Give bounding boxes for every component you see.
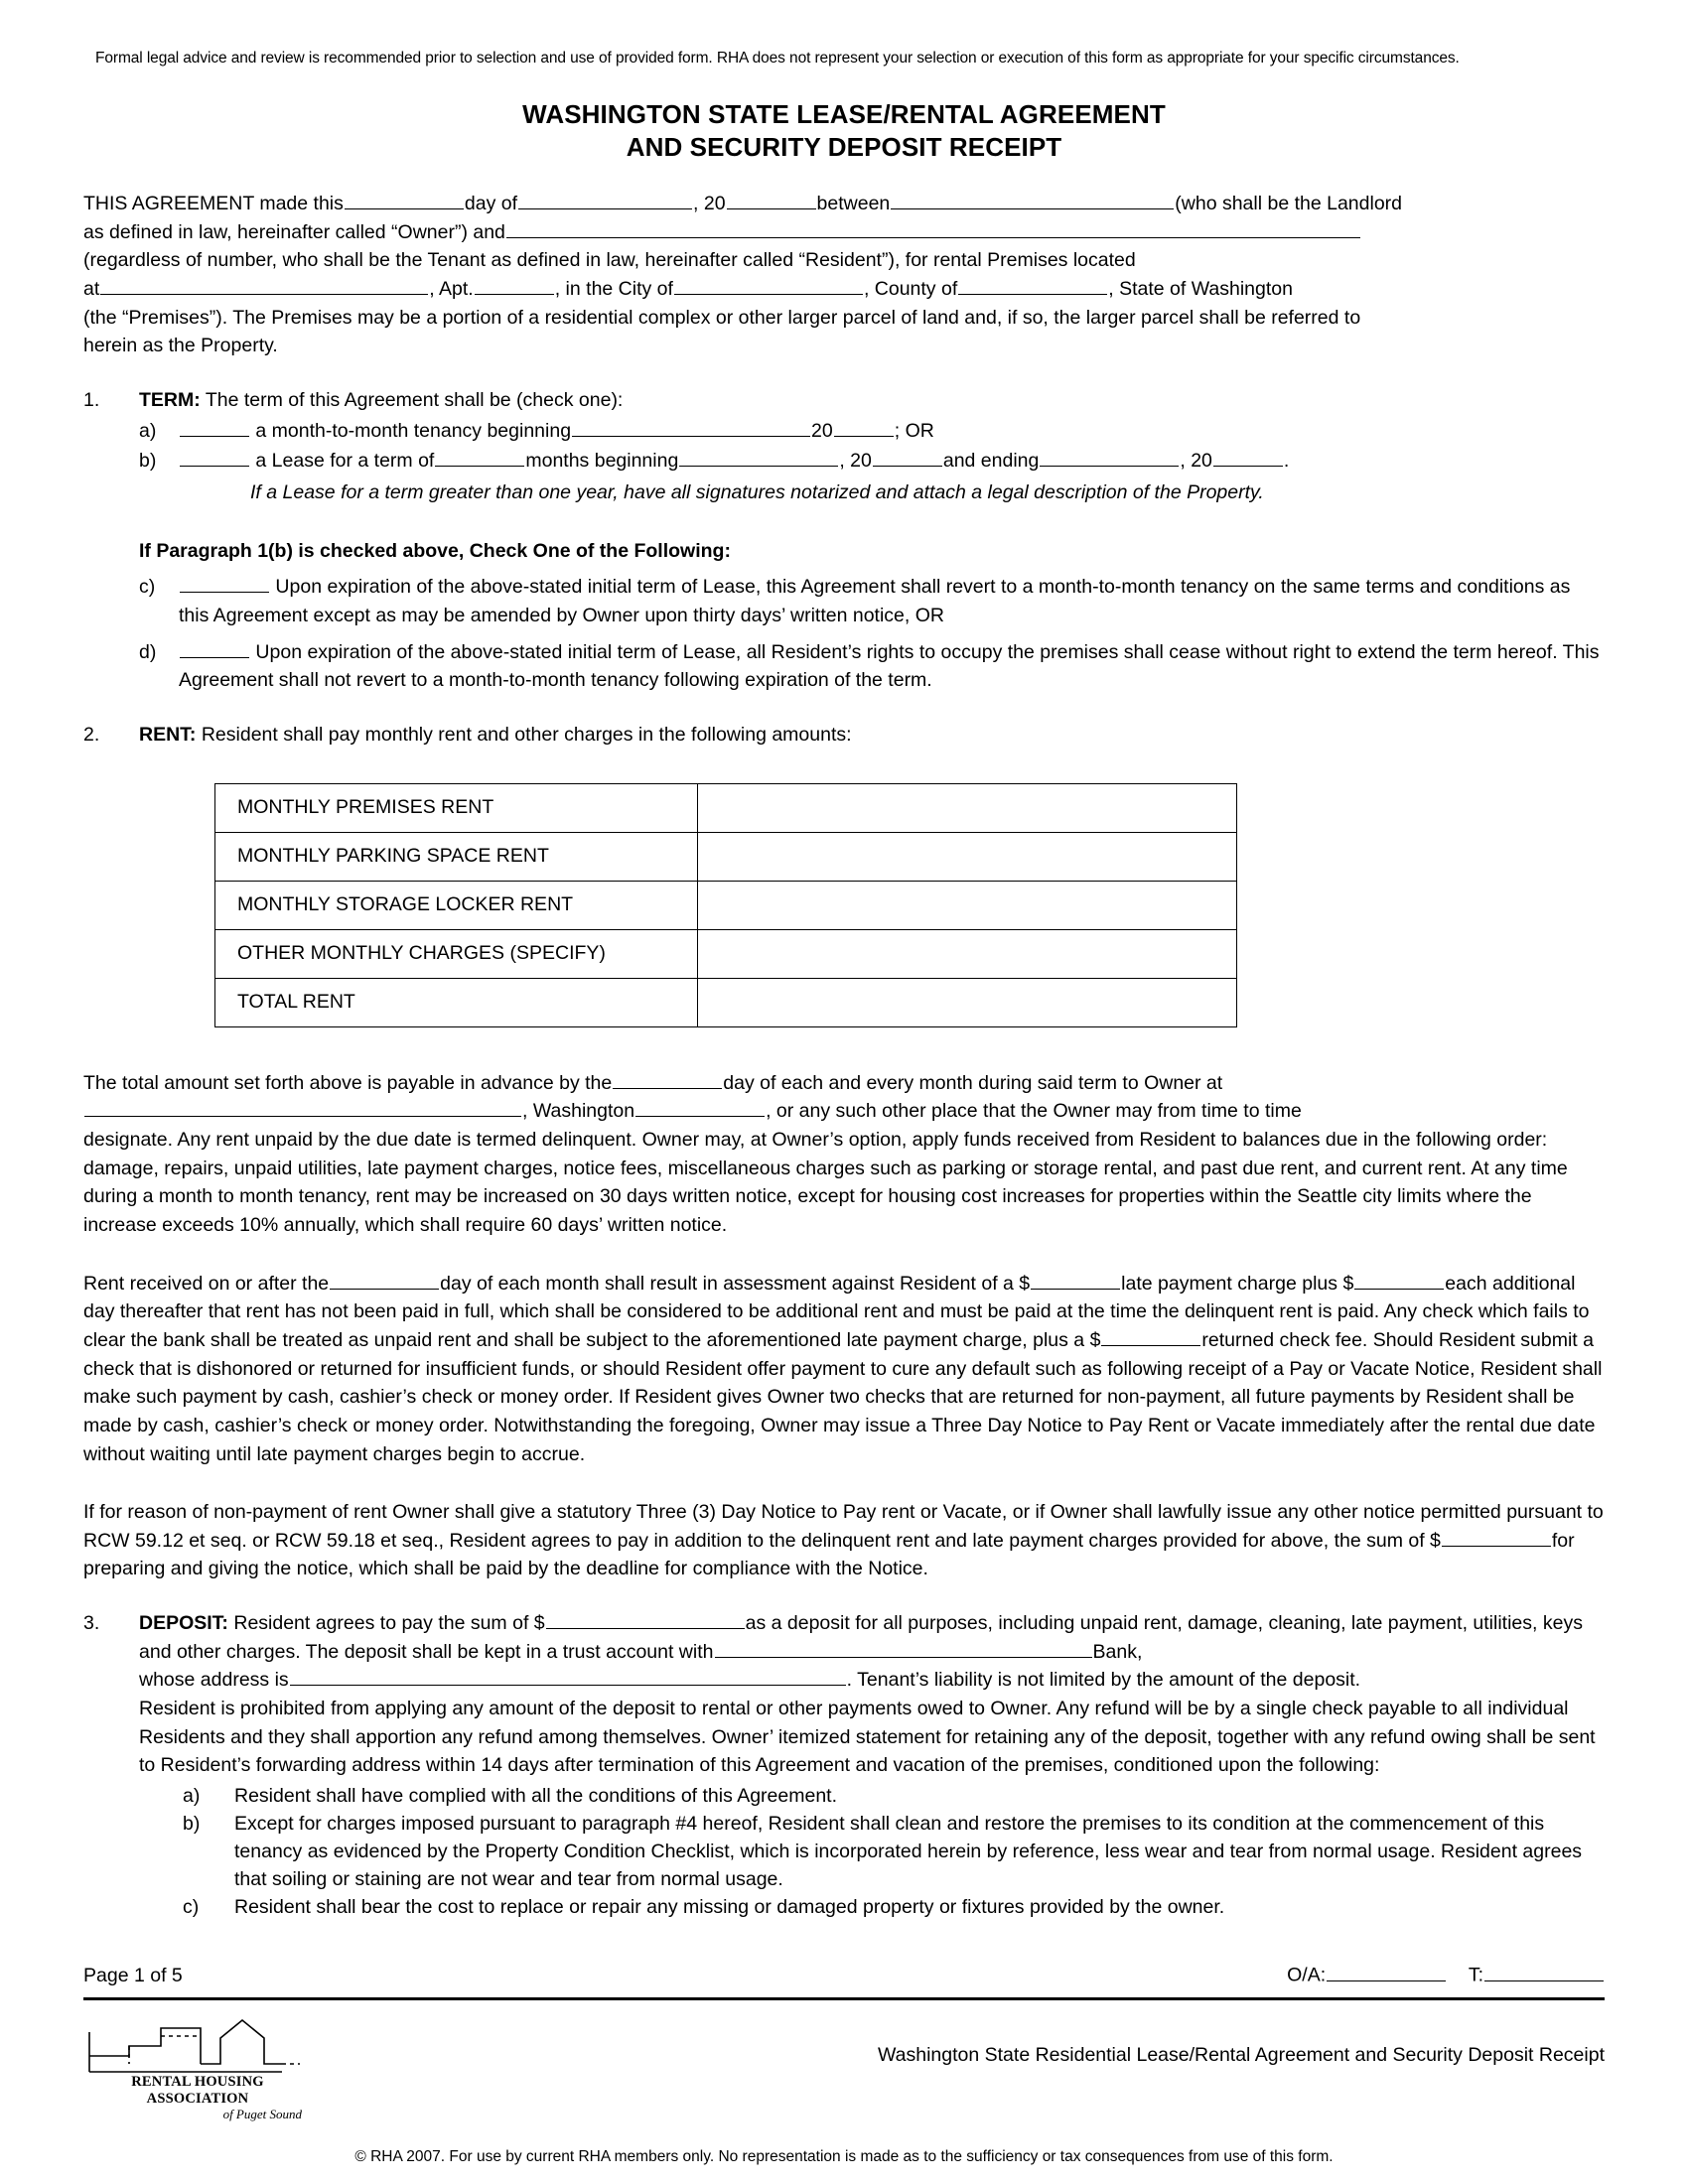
section-rent-number: 2.	[83, 723, 100, 746]
section-deposit-label: DEPOSIT:	[139, 1612, 228, 1635]
blank-resident[interactable]	[506, 218, 1360, 238]
blank-daily-late-fee[interactable]	[1354, 1270, 1444, 1290]
checkbox-blank-a[interactable]	[180, 417, 249, 437]
blank-t[interactable]	[1484, 1962, 1604, 1981]
rent-row-amount[interactable]	[698, 832, 1237, 881]
blank-payment-zip[interactable]	[635, 1098, 765, 1118]
rent-payment-line-2: , Washington , or any such other place that the Owner may from time to time	[83, 1097, 1605, 1126]
blank-deposit-amount[interactable]	[546, 1610, 745, 1630]
deposit-item-c-text: Resident shall bear the cost to replace or repair any missing or damaged property or fixtures provided by the owner.	[234, 1896, 1225, 1919]
blank-year[interactable]	[727, 191, 816, 210]
term-option-d[interactable]	[139, 638, 1605, 695]
late-payment-paragraph: Rent received on or after the day of each month shall result in assessment against Resident of a $ late payment charge plus $ each additional day thereafter that rent has not been paid in full, which shall be considered to be additional rent and must be paid at the time the delinquent rent is paid. Any check which fails to clear the bank shall be treated as unpaid rent and shall be subject to the aforementioned late payment charge, plus a $ returned check fee. Should Resident submit a check that is dishonored or returned for insufficient funds, or should Resident offer payment to cure any default such as following receipt of a Pay or Vacate Notice, Resident shall make such payment by cash, cashier’s check or money order. If Resident gives Owner two checks that are returned for non-payment, all future payments by Resident shall be made by cash, cashier’s check or money order. Notwithstanding the foregoing, Owner may issue a Three Day Notice to Pay Rent or Vacate immediately after the rental due date without waiting until late payment charges begin to accrue.	[83, 1270, 1605, 1469]
blank-mtm-begin-year[interactable]	[834, 417, 894, 437]
table-row	[215, 881, 1237, 929]
footer-copyright: © RHA 2007. For use by current RHA members only. No representation is made as to the sufficiency or tax consequences from use of this form.	[354, 2148, 1334, 2165]
blank-late-fee[interactable]	[1031, 1270, 1120, 1290]
term-option-d-text: Upon expiration of the above-stated initial term of Lease, all Resident’s rights to occupy the premises shall cease without right to extend the term hereof. This Agreement shall not revert to a month-to-month tenancy following expiration of the term.	[179, 638, 1605, 695]
section-deposit-number: 3.	[83, 1612, 100, 1635]
rent-row-label: MONTHLY PREMISES RENT	[215, 783, 698, 832]
t-label: T:	[1468, 1965, 1483, 1986]
table-row	[215, 832, 1237, 881]
deposit-item-a	[139, 1782, 1605, 1810]
section-deposit	[83, 1609, 1605, 1921]
footer-page-row	[83, 1962, 1605, 1997]
section-rent-label: RENT:	[139, 723, 197, 746]
term-option-a-text: a month-to-month tenancy beginning 20 ; OR	[179, 417, 1605, 446]
blank-lease-months[interactable]	[435, 448, 524, 468]
term-option-c-label: c)	[139, 576, 156, 599]
section-term	[83, 386, 1605, 695]
term-option-b-label: b)	[139, 450, 157, 473]
blank-city[interactable]	[674, 276, 863, 296]
rent-row-label: MONTHLY STORAGE LOCKER RENT	[215, 881, 698, 929]
term-option-b[interactable]	[139, 447, 1605, 476]
intro-line-6: herein as the Property.	[83, 335, 278, 357]
rent-row-label: OTHER MONTHLY CHARGES (SPECIFY)	[215, 929, 698, 978]
blank-lease-begin-year[interactable]	[873, 448, 942, 468]
term-option-c[interactable]	[139, 573, 1605, 629]
section-term-number: 1.	[83, 389, 100, 412]
blank-lease-begin[interactable]	[679, 448, 838, 468]
deposit-item-a-text: Resident shall have complied with all the conditions of this Agreement.	[234, 1785, 838, 1808]
rha-logo	[83, 2014, 312, 2122]
blank-county[interactable]	[958, 276, 1107, 296]
rent-table	[214, 783, 1237, 1027]
checkbox-blank-b[interactable]	[180, 448, 249, 468]
title-line-2: AND SECURITY DEPOSIT RECEIPT	[626, 131, 1062, 162]
rha-logo-name: RENTAL HOUSING ASSOCIATION	[131, 2074, 264, 2107]
term-option-b-text: a Lease for a term of months beginning , 20 and ending , 20 .	[179, 447, 1605, 476]
title-line-1: WASHINGTON STATE LEASE/RENTAL AGREEMENT	[522, 98, 1166, 129]
blank-month[interactable]	[518, 191, 692, 210]
intro-line-1: THIS AGREEMENT made this day of , 20 between (who shall be the Landlord	[83, 190, 1605, 218]
rent-row-label: MONTHLY PARKING SPACE RENT	[215, 832, 698, 881]
footer-main	[83, 2014, 1605, 2122]
blank-nsf-fee[interactable]	[1101, 1326, 1200, 1346]
rent-row-amount[interactable]	[698, 929, 1237, 978]
deposit-item-b	[139, 1810, 1605, 1893]
blank-notice-fee[interactable]	[1442, 1527, 1551, 1547]
table-row	[215, 783, 1237, 832]
blank-lease-end[interactable]	[1040, 448, 1179, 468]
deposit-address-line: whose address is . Tenant’s liability is not limited by the amount of the deposit.	[139, 1666, 1605, 1695]
blank-late-day[interactable]	[330, 1270, 439, 1290]
page-title	[83, 98, 1605, 165]
term-option-a[interactable]	[139, 417, 1605, 446]
blank-bank-name[interactable]	[715, 1638, 1092, 1658]
blank-oa[interactable]	[1327, 1962, 1446, 1981]
section-rent	[83, 721, 1605, 750]
term-option-a-label: a)	[139, 419, 157, 442]
blank-apt[interactable]	[475, 276, 554, 296]
rent-payment-body: designate. Any rent unpaid by the due date is termed delinquent. Owner may, at Owner’s option, apply funds received from Resident to balances due in the following order: damage, repairs, unpaid utilities, late payment charges, notice fees, miscellaneous charges such as parking or storage rental, and past due rent, and current rent. At any time during a month to month tenancy, rent may be increased on 30 days written notice, except for housing cost increases for properties within the Seattle city limits where the increase exceeds 10% annually, which shall require 60 days’ written notice.	[83, 1128, 1568, 1236]
intro-line-2: as defined in law, hereinafter called “Owner”) and	[83, 218, 1605, 247]
oa-label: O/A:	[1287, 1965, 1327, 1986]
rent-row-amount[interactable]	[698, 783, 1237, 832]
table-row	[215, 929, 1237, 978]
rha-skyline-icon	[83, 2014, 312, 2076]
page-number: Page 1 of 5	[83, 1965, 183, 1986]
deposit-item-c-label: c)	[183, 1896, 200, 1919]
rent-row-amount[interactable]	[698, 881, 1237, 929]
disclaimer-text: Formal legal advice and review is recommended prior to selection and use of provided form. RHA does not represent your selection or execution of this form as appropriate for your specific circumstances.	[95, 50, 1460, 67]
blank-bank-address[interactable]	[290, 1667, 846, 1687]
notice-fee-paragraph: If for reason of non-payment of rent Owner shall give a statutory Three (3) Day Notice to Pay rent or Vacate, or if Owner shall lawfully issue any other notice permitted pursuant to RCW 59.12 et seq. or RCW 59.18 et seq., Resident agrees to pay in addition to the delinquent rent and late payment charges provided for above, the sum of $ for preparing and giving the notice, which shall be paid by the deadline for compliance with the Notice.	[83, 1501, 1604, 1580]
section-rent-heading: RENT: Resident shall pay monthly rent and other charges in the following amounts:	[139, 723, 852, 746]
term-option-d-label: d)	[139, 640, 157, 663]
rent-payment-line-1: The total amount set forth above is payable in advance by the day of each and every month during said term to Owner at	[83, 1069, 1605, 1098]
checkbox-blank-c[interactable]	[180, 574, 269, 594]
deposit-refund-text: Resident is prohibited from applying any amount of the deposit to rental or other payments owed to Owner. Any refund will be by a single check payable to all individual Residents and they shall apportion any refund among themselves. Owner’ itemized statement for retaining any of the deposit, together with any refund owing shall be sent to Resident’s forwarding address within 14 days after termination of this Agreement and vacation of the premises, conditioned upon the following:	[139, 1698, 1596, 1777]
table-row	[215, 978, 1237, 1026]
oa-t-fields	[1287, 1962, 1605, 1987]
term-notary-note: If a Lease for a term greater than one year, have all signatures notarized and attach a legal description of the Property.	[250, 481, 1264, 504]
term-option-c-text: Upon expiration of the above-stated initial term of Lease, this Agreement shall revert to a month-to-month tenancy on the same terms and conditions as this Agreement except as may be amended by Owner upon thirty days’ written notice, OR	[179, 573, 1605, 629]
blank-mtm-begin-date[interactable]	[572, 417, 810, 437]
intro-block	[83, 190, 1605, 360]
blank-landlord[interactable]	[891, 191, 1174, 210]
blank-payment-place[interactable]	[84, 1098, 521, 1118]
deposit-item-c	[139, 1893, 1605, 1921]
blank-due-day[interactable]	[613, 1069, 722, 1089]
page-footer	[83, 1962, 1605, 2184]
rent-row-amount[interactable]	[698, 978, 1237, 1026]
section-term-heading: TERM: The term of this Agreement shall be (check one):	[139, 389, 624, 412]
rent-row-label: TOTAL RENT	[215, 978, 698, 1026]
deposit-paragraph: DEPOSIT: Resident agrees to pay the sum of $ as a deposit for all purposes, including unpaid rent, damage, cleaning, late payment, utilities, keys and other charges. The deposit shall be kept in a trust account with Bank,	[139, 1609, 1605, 1666]
section-term-label: TERM:	[139, 389, 201, 412]
blank-lease-end-year[interactable]	[1213, 448, 1283, 468]
rha-logo-subtitle: of Puget Sound	[222, 2107, 302, 2121]
blank-day[interactable]	[345, 191, 464, 210]
intro-line-5: (the “Premises”). The Premises may be a portion of a residential complex or other larger parcel of land and, if so, the larger parcel shall be referred to	[83, 306, 1361, 329]
deposit-item-a-label: a)	[183, 1785, 201, 1808]
checkbox-blank-d[interactable]	[180, 638, 249, 658]
deposit-item-b-text: Except for charges imposed pursuant to paragraph #4 hereof, Resident shall clean and restore the premises to its condition at the commencement of this tenancy as evidenced by the Property Condition Checklist, which is incorporated herein by reference, less wear and tear from normal usage. Resident agrees that soiling or staining are not wear and tear from normal usage.	[234, 1813, 1583, 1891]
term-check-heading: If Paragraph 1(b) is checked above, Check One of the Following:	[139, 539, 731, 562]
deposit-item-b-label: b)	[183, 1813, 201, 1836]
intro-line-3: (regardless of number, who shall be the Tenant as defined in law, hereinafter called “Resident”), for rental Premises located	[83, 249, 1136, 272]
rent-table-wrapper	[214, 783, 1605, 1027]
footer-document-title: Washington State Residential Lease/Rental Agreement and Security Deposit Receipt	[877, 2044, 1605, 2066]
intro-line-4: at , Apt. , in the City of , County of , State of Washington	[83, 275, 1605, 304]
blank-address[interactable]	[100, 276, 428, 296]
footer-divider	[83, 1997, 1605, 2000]
rent-payment-paragraph	[83, 1069, 1605, 1240]
